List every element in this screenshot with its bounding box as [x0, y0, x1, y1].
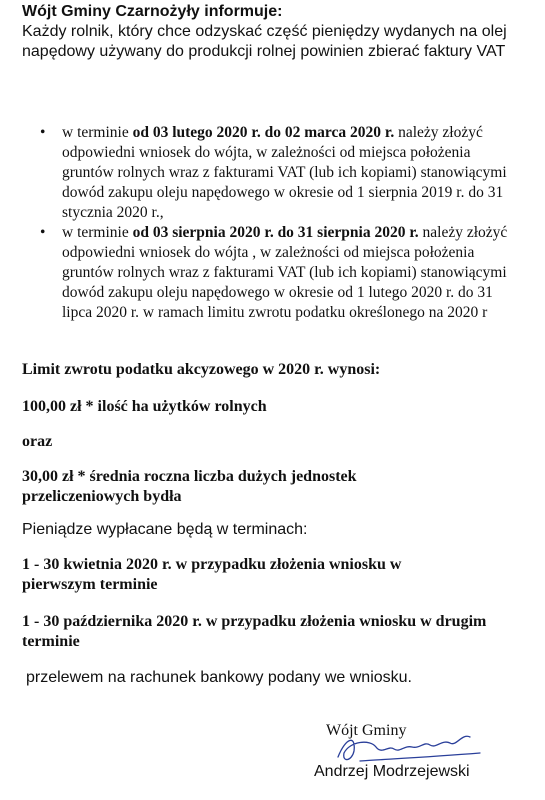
document-body [22, 2, 532, 62]
bullet-text-dates: od 03 lutego 2020 r. do 02 marca 2020 r. [132, 124, 395, 141]
bullet-icon: • [40, 224, 46, 241]
limit-heading: Limit zwrotu podatku akcyzowego w 2020 r. wynosi: [22, 361, 381, 378]
payment-term-first: 1 - 30 kwietnia 2020 r. w przypadku złożenia wniosku w pierwszym terminie [22, 556, 402, 593]
bullet-text-post: należy złożyć odpowiedni wniosek do wójta, w zależności od miejsca położenia gruntów rolnych wraz z fakturami VAT (lub ich kopiami) stanowiącymi dowód zakupu oleju napędowego w okresie od 1 sierpnia 2019 r. do 31 stycznia 2020 r., [62, 124, 507, 221]
bullet-text-post: należy złożyć odpowiedni wniosek do wójta , w zależności od miejsca położenia gruntów rolnych wraz z fakturami VAT (lub ich kopiami) stanowiącymi dowód zakupu oleju napędowego w okresie od 1 lutego 2020 r. do 31 lipca 2020 r. w ramach limitu zwrotu podatku określonego na 2020 r [62, 224, 508, 321]
list-item [36, 123, 526, 223]
signature-name: Andrzej Modrzejewski [314, 763, 470, 780]
limit-conjunction: oraz [22, 433, 53, 450]
limit-line-cattle: 30,00 zł * średnia roczna liczba dużych jednostek przeliczeniowych bydła [22, 468, 357, 505]
intro-paragraph: Każdy rolnik, który chce odzyskać część pieniędzy wydanych na olej napędowy używany do produkcji rolnej powinien zbierać faktury VAT [22, 23, 507, 60]
payment-method: przelewem na rachunek bankowy podany we wniosku. [26, 669, 412, 686]
bullet-text-dates: od 03 sierpnia 2020 r. do 31 sierpnia 2020 r. [132, 224, 419, 241]
list-item [36, 223, 526, 323]
payment-intro: Pieniądze wypłacane będą w terminach: [22, 521, 308, 538]
bullet-text-pre: w terminie [62, 124, 133, 141]
payment-term-second: 1 - 30 października 2020 r. w przypadku złożenia wniosku w drugim terminie [22, 613, 487, 650]
signature-title: Wójt Gminy [326, 722, 407, 739]
document-heading: Wójt Gminy Czarnożyły informuje: [22, 3, 283, 20]
bullet-icon: • [40, 124, 46, 141]
deadline-list [36, 123, 526, 323]
bullet-text-pre: w terminie [62, 224, 133, 241]
limit-line-hectares: 100,00 zł * ilość ha użytków rolnych [22, 398, 267, 415]
